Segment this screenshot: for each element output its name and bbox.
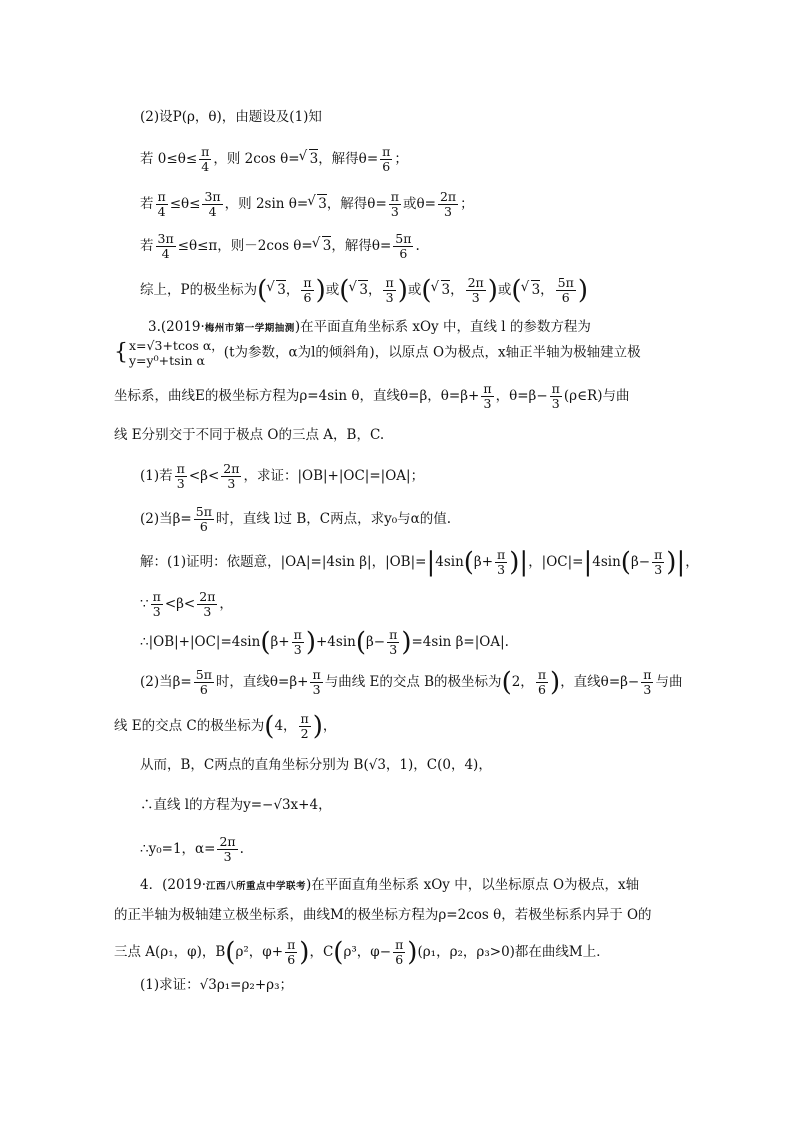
- text-line: 若 $\frac{\pi}{4}$ ≤θ≤ $\frac{3\pi}{4}$ ，则 2sin θ=√ 3，解得θ= $\frac{\pi}{3}$ 或θ= $\frac{2\pi}{3}$ ；: [140, 190, 474, 219]
- text-line: 三点 A(ρ₁，φ)，B(ρ²，φ+ $\frac{\pi}{6}$ )，C(ρ³，φ− $\frac{\pi}{6}$ )(ρ₁，ρ₂，ρ₃>0)都在曲线M上．: [114, 937, 610, 968]
- text-line: (1)求证：√3ρ₁=ρ₂+ρ₃；: [140, 977, 293, 993]
- fraction: $\frac{\pi}{4}$: [201, 144, 210, 174]
- text-line: (2)设P(ρ，θ)，由题设及(1)知: [140, 109, 322, 125]
- text-line: 坐标系，曲线E的极坐标方程为ρ=4sin θ，直线θ=β，θ=β+ $\frac{\pi}{3}$ ，θ=β− $\frac{\pi}{3}$ (ρ∈R)与曲: [114, 381, 630, 411]
- text-line: { x=√3+tcos α， y=y⁰+tsin α (t为参数，α为l的倾斜角)，以原点 O为极点，x轴正半轴为极轴建立极: [114, 338, 641, 368]
- text-line: 线 E的交点 C的极坐标为(4， $\frac{\pi}{2}$ )，: [114, 711, 337, 742]
- text-line: ∴|OB|+|OC|=4sin(β+ $\frac{\pi}{3}$ )+4sin(β− $\frac{\pi}{3}$ )=4sin β=|OA|.: [140, 627, 509, 658]
- text-line: 若 $\frac{3\pi}{4}$ ≤θ≤π，则－2cos θ=√ 3，解得θ= $\frac{5\pi}{6}$ .: [140, 232, 420, 261]
- text-line: 综上，P的极坐标为(√ 3， $\frac{\pi}{6}$ )或(√ 3， $\frac{\pi}{3}$ )或(√ 3， $\frac{2\pi}{3}$ )或(√ 3， $\frac{5\pi}{6}$ ): [140, 276, 588, 305]
- text-line: ∴直线 l的方程为y=−√3x+4，: [140, 797, 332, 813]
- text-line: (2)当β= $\frac{5\pi}{6}$ 时，直线 l过 B，C两点，求y₀与α的值.: [140, 504, 452, 534]
- text-line: 的正半轴为极轴建立极坐标系，曲线M的极坐标方程为ρ=2cos θ，若极坐标系内异于 O的: [114, 907, 652, 923]
- text-line: (2)当β= $\frac{5\pi}{6}$ 时，直线θ=β+ $\frac{\pi}{3}$ 与曲线 E的交点 B的极坐标为(2， $\frac{\pi}{6}$ )，直线θ=β− $\frac{\pi}{3}$ 与曲: [140, 667, 683, 698]
- text-line: 3.(2019·梅州市第一学期抽测)在平面直角坐标系 xOy 中，直线 l 的参数方程为: [148, 319, 591, 335]
- fraction: $\frac{\pi}{6}$: [382, 144, 391, 174]
- text-line: ∴y₀=1，α= $\frac{2\pi}{3}$ .: [140, 834, 244, 864]
- text-line: 4．(2019·江西八所重点中学联考)在平面直角坐标系 xOy 中，以坐标原点 O为极点，x轴: [140, 877, 640, 893]
- text-line: 从而，B，C两点的直角坐标分别为 B(√3，1)，C(0，4)，: [140, 757, 492, 773]
- text-line: ∵ $\frac{\pi}{3}$ <β< $\frac{2\pi}{3}$ ，: [140, 589, 233, 619]
- text-line: (1)若 $\frac{\pi}{3}$ <β< $\frac{2\pi}{3}$ ，求证：|OB|+|OC|=|OA|；: [140, 461, 425, 491]
- text-line: 线 E分别交于不同于极点 O的三点 A，B，C.: [114, 427, 385, 443]
- text-line: 若 0≤θ≤ $\frac{\pi}{4}$ ，则 2cos θ=√ 3，解得θ= $\frac{\pi}{6}$ ；: [140, 145, 408, 174]
- text-line: 解：(1)证明：依题意，|OA|=|4sin β|，|OB|=|4sin(β+ $\frac{\pi}{3}$ )|，|OC|=|4sin(β− $\frac{\pi}{3}$ )|，: [140, 547, 699, 578]
